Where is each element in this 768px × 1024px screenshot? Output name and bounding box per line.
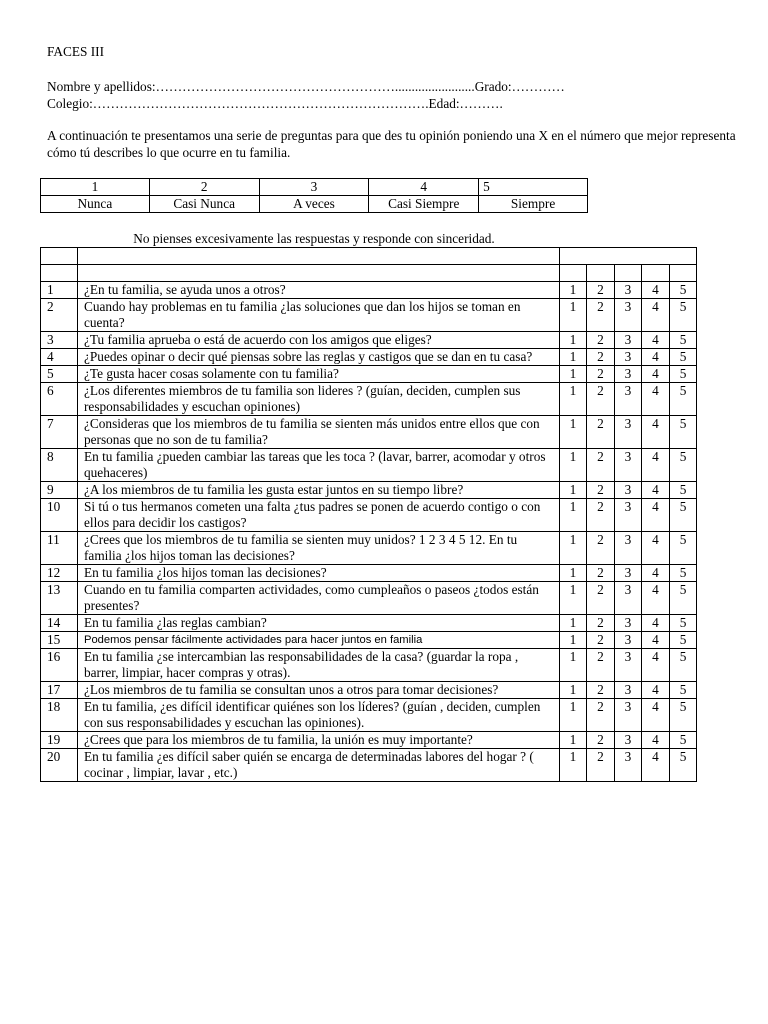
question-text: En tu familia, ¿es difícil identificar quiénes son los líderes? (guían , deciden, cumplen con sus responsabilidades y escuchan las opiniones).: [78, 699, 560, 732]
answer-option-5[interactable]: 5: [670, 366, 697, 383]
answer-option-3[interactable]: 3: [615, 532, 642, 565]
answer-option-2[interactable]: 2: [587, 732, 615, 749]
question-number: 17: [41, 682, 78, 699]
question-number: 18: [41, 699, 78, 732]
answer-option-4[interactable]: 4: [642, 332, 670, 349]
answer-option-4[interactable]: 4: [642, 615, 670, 632]
scale-label: Casi Siempre: [369, 196, 479, 213]
answer-option-1[interactable]: 1: [560, 682, 587, 699]
scale-number: 3: [259, 179, 369, 196]
question-number: 20: [41, 749, 78, 782]
sincerity-note: No pienses excesivamente las respuestas y responde con sinceridad.: [133, 231, 495, 246]
answer-option-2[interactable]: 2: [587, 565, 615, 582]
answer-option-4[interactable]: 4: [642, 532, 670, 565]
question-row: [41, 582, 697, 615]
question-text: Podemos pensar fácilmente actividades para hacer juntos en familia: [78, 632, 560, 649]
answer-option-3[interactable]: 3: [615, 383, 642, 416]
answer-option-1[interactable]: 1: [560, 366, 587, 383]
answer-option-2[interactable]: 2: [587, 682, 615, 699]
answer-option-1[interactable]: 1: [560, 649, 587, 682]
response-scale-table: [40, 178, 588, 213]
answer-option-5[interactable]: 5: [670, 449, 697, 482]
answer-option-1[interactable]: 1: [560, 332, 587, 349]
question-number: 16: [41, 649, 78, 682]
answer-option-2[interactable]: 2: [587, 632, 615, 649]
answer-option-5[interactable]: 5: [670, 383, 697, 416]
answer-option-5[interactable]: 5: [670, 532, 697, 565]
question-row: [41, 632, 697, 649]
answer-option-2[interactable]: 2: [587, 582, 615, 615]
answer-option-1[interactable]: 1: [560, 416, 587, 449]
question-row: [41, 749, 697, 782]
answer-option-5[interactable]: 5: [670, 332, 697, 349]
question-text: En tu familia ¿pueden cambiar las tareas que les toca ? (lavar, barrer, acomodar y otros quehaceres): [78, 449, 560, 482]
question-row: [41, 532, 697, 565]
questions-table: [40, 247, 697, 782]
question-row: [41, 482, 697, 499]
question-number: 12: [41, 565, 78, 582]
answer-option-5[interactable]: 5: [670, 749, 697, 782]
question-row: [41, 349, 697, 366]
answer-option-4[interactable]: 4: [642, 499, 670, 532]
answer-option-1[interactable]: 1: [560, 383, 587, 416]
answer-option-4[interactable]: 4: [642, 482, 670, 499]
answer-option-3[interactable]: 3: [615, 632, 642, 649]
answer-option-4[interactable]: 4: [642, 416, 670, 449]
answer-option-4[interactable]: 4: [642, 649, 670, 682]
question-text: En tu familia ¿es difícil saber quién se encarga de determinadas labores del hogar ? ( cocinar , limpiar, lavar , etc.): [78, 749, 560, 782]
answer-option-2[interactable]: 2: [587, 482, 615, 499]
answer-option-1[interactable]: 1: [560, 499, 587, 532]
question-number: 5: [41, 366, 78, 383]
questions-table-body: [41, 248, 697, 782]
answer-option-3[interactable]: 3: [615, 366, 642, 383]
question-text: ¿Los miembros de tu familia se consultan unos a otros para tomar decisiones?: [78, 682, 560, 699]
answer-option-3[interactable]: 3: [615, 449, 642, 482]
question-number: 10: [41, 499, 78, 532]
answer-option-3[interactable]: 3: [615, 332, 642, 349]
answer-option-4[interactable]: 4: [642, 582, 670, 615]
answer-option-2[interactable]: 2: [587, 416, 615, 449]
answer-option-5[interactable]: 5: [670, 349, 697, 366]
answer-option-1[interactable]: 1: [560, 565, 587, 582]
answer-option-3[interactable]: 3: [615, 749, 642, 782]
answer-option-3[interactable]: 3: [615, 282, 642, 299]
answer-option-4[interactable]: 4: [642, 565, 670, 582]
question-text: ¿Tu familia aprueba o está de acuerdo con los amigos que eliges?: [78, 332, 560, 349]
answer-option-5[interactable]: 5: [670, 282, 697, 299]
scale-number: 1: [41, 179, 150, 196]
question-number: 2: [41, 299, 78, 332]
answer-option-2[interactable]: 2: [587, 749, 615, 782]
answer-option-5[interactable]: 5: [670, 649, 697, 682]
answer-option-1[interactable]: 1: [560, 449, 587, 482]
question-text: En tu familia ¿las reglas cambian?: [78, 615, 560, 632]
question-number: 7: [41, 416, 78, 449]
answer-option-2[interactable]: 2: [587, 332, 615, 349]
answer-option-4[interactable]: 4: [642, 349, 670, 366]
question-number: 3: [41, 332, 78, 349]
answer-option-5[interactable]: 5: [670, 565, 697, 582]
question-row: [41, 615, 697, 632]
answer-option-2[interactable]: 2: [587, 649, 615, 682]
question-row: [41, 565, 697, 582]
answer-option-1[interactable]: 1: [560, 532, 587, 565]
answer-option-3[interactable]: 3: [615, 682, 642, 699]
answer-option-2[interactable]: 2: [587, 349, 615, 366]
answer-option-3[interactable]: 3: [615, 582, 642, 615]
question-text: ¿A los miembros de tu familia les gusta estar juntos en su tiempo libre?: [78, 482, 560, 499]
scale-labels-row: [41, 196, 588, 213]
answer-option-4[interactable]: 4: [642, 732, 670, 749]
answer-option-2[interactable]: 2: [587, 499, 615, 532]
answer-option-5[interactable]: 5: [670, 732, 697, 749]
question-text: ¿Puedes opinar o decir qué piensas sobre las reglas y castigos que se dan en tu casa?: [78, 349, 560, 366]
school-age-line: Colegio:………………………………………………………………….Edad:……….: [47, 96, 503, 111]
page-title: FACES III: [47, 44, 105, 59]
answer-option-3[interactable]: 3: [615, 299, 642, 332]
question-text: ¿En tu familia, se ayuda unos a otros?: [78, 282, 560, 299]
question-text: ¿Te gusta hacer cosas solamente con tu familia?: [78, 366, 560, 383]
question-text: En tu familia ¿se intercambian las responsabilidades de la casa? (guardar la ropa , barrer, limpiar, hacer compras y otras).: [78, 649, 560, 682]
answer-option-4[interactable]: 4: [642, 282, 670, 299]
question-number: 4: [41, 349, 78, 366]
question-number: 15: [41, 632, 78, 649]
answer-option-2[interactable]: 2: [587, 383, 615, 416]
question-text: ¿Crees que para los miembros de tu familia, la unión es muy importante?: [78, 732, 560, 749]
answer-option-1[interactable]: 1: [560, 349, 587, 366]
answer-option-5[interactable]: 5: [670, 482, 697, 499]
question-number: 14: [41, 615, 78, 632]
question-text: Si tú o tus hermanos cometen una falta ¿tus padres se ponen de acuerdo contigo o con ellos para decidir los castigos?: [78, 499, 560, 532]
question-text: Cuando en tu familia comparten actividades, como cumpleaños o paseos ¿todos están presentes?: [78, 582, 560, 615]
blank-row: [41, 248, 697, 265]
answer-option-2[interactable]: 2: [587, 615, 615, 632]
answer-option-4[interactable]: 4: [642, 699, 670, 732]
answer-option-4[interactable]: 4: [642, 449, 670, 482]
scale-number: 4: [369, 179, 479, 196]
answer-option-4[interactable]: 4: [642, 383, 670, 416]
answer-option-1[interactable]: 1: [560, 299, 587, 332]
question-number: 6: [41, 383, 78, 416]
question-row: [41, 449, 697, 482]
scale-label: Nunca: [41, 196, 150, 213]
scale-number: 5: [479, 179, 588, 196]
question-number: 19: [41, 732, 78, 749]
blank-row: [41, 265, 697, 282]
answer-option-2[interactable]: 2: [587, 699, 615, 732]
answer-option-2[interactable]: 2: [587, 449, 615, 482]
answer-option-2[interactable]: 2: [587, 532, 615, 565]
name-grade-line: Nombre y apellidos:………………………………………………........................Grado:…………: [47, 79, 565, 94]
answer-option-5[interactable]: 5: [670, 499, 697, 532]
answer-option-4[interactable]: 4: [642, 366, 670, 383]
answer-option-1[interactable]: 1: [560, 582, 587, 615]
answer-option-5[interactable]: 5: [670, 682, 697, 699]
question-row: [41, 499, 697, 532]
scale-number: 2: [149, 179, 259, 196]
answer-option-4[interactable]: 4: [642, 299, 670, 332]
answer-option-3[interactable]: 3: [615, 565, 642, 582]
question-text: ¿Crees que los miembros de tu familia se sienten muy unidos? 1 2 3 4 5 12. En tu familia ¿los hijos toman las decisiones?: [78, 532, 560, 565]
answer-option-1[interactable]: 1: [560, 699, 587, 732]
answer-option-2[interactable]: 2: [587, 299, 615, 332]
answer-option-5[interactable]: 5: [670, 699, 697, 732]
question-number: 11: [41, 532, 78, 565]
answer-option-3[interactable]: 3: [615, 615, 642, 632]
question-text: ¿Los diferentes miembros de tu familia son lideres ? (guían, deciden, cumplen sus responsabilidades y escuchan opiniones): [78, 383, 560, 416]
question-row: [41, 732, 697, 749]
question-number: 9: [41, 482, 78, 499]
answer-option-2[interactable]: 2: [587, 366, 615, 383]
question-row: [41, 682, 697, 699]
answer-option-3[interactable]: 3: [615, 649, 642, 682]
question-row: [41, 383, 697, 416]
question-text: ¿Consideras que los miembros de tu familia se sienten más unidos entre ellos que con personas que no son de tu familia?: [78, 416, 560, 449]
answer-option-3[interactable]: 3: [615, 416, 642, 449]
question-row: [41, 699, 697, 732]
question-number: 1: [41, 282, 78, 299]
question-text: Cuando hay problemas en tu familia ¿las soluciones que dan los hijos se toman en cuenta?: [78, 299, 560, 332]
answer-option-4[interactable]: 4: [642, 632, 670, 649]
answer-option-1[interactable]: 1: [560, 482, 587, 499]
scale-label: Casi Nunca: [149, 196, 259, 213]
answer-option-4[interactable]: 4: [642, 749, 670, 782]
answer-option-5[interactable]: 5: [670, 299, 697, 332]
question-row: [41, 649, 697, 682]
answer-option-2[interactable]: 2: [587, 282, 615, 299]
answer-option-1[interactable]: 1: [560, 282, 587, 299]
answer-option-5[interactable]: 5: [670, 416, 697, 449]
answer-option-1[interactable]: 1: [560, 732, 587, 749]
question-row: [41, 366, 697, 383]
answer-option-3[interactable]: 3: [615, 482, 642, 499]
answer-option-5[interactable]: 5: [670, 582, 697, 615]
question-row: [41, 332, 697, 349]
answer-option-3[interactable]: 3: [615, 349, 642, 366]
question-row: [41, 282, 697, 299]
answer-option-5[interactable]: 5: [670, 615, 697, 632]
question-number: 8: [41, 449, 78, 482]
answer-option-3[interactable]: 3: [615, 499, 642, 532]
scale-numbers-row: [41, 179, 588, 196]
question-row: [41, 299, 697, 332]
answer-option-1[interactable]: 1: [560, 749, 587, 782]
answer-option-1[interactable]: 1: [560, 615, 587, 632]
scale-label: Siempre: [479, 196, 588, 213]
answer-option-4[interactable]: 4: [642, 682, 670, 699]
instructions-text: A continuación te presentamos una serie de preguntas para que des tu opinión poniendo una X en el número que mejor representa cómo tú describes lo que ocurre en tu familia.: [47, 128, 736, 160]
question-number: 13: [41, 582, 78, 615]
answer-option-3[interactable]: 3: [615, 732, 642, 749]
answer-option-1[interactable]: 1: [560, 632, 587, 649]
question-row: [41, 416, 697, 449]
answer-option-3[interactable]: 3: [615, 699, 642, 732]
scale-label: A veces: [259, 196, 369, 213]
answer-option-5[interactable]: 5: [670, 632, 697, 649]
question-text: En tu familia ¿los hijos toman las decisiones?: [78, 565, 560, 582]
